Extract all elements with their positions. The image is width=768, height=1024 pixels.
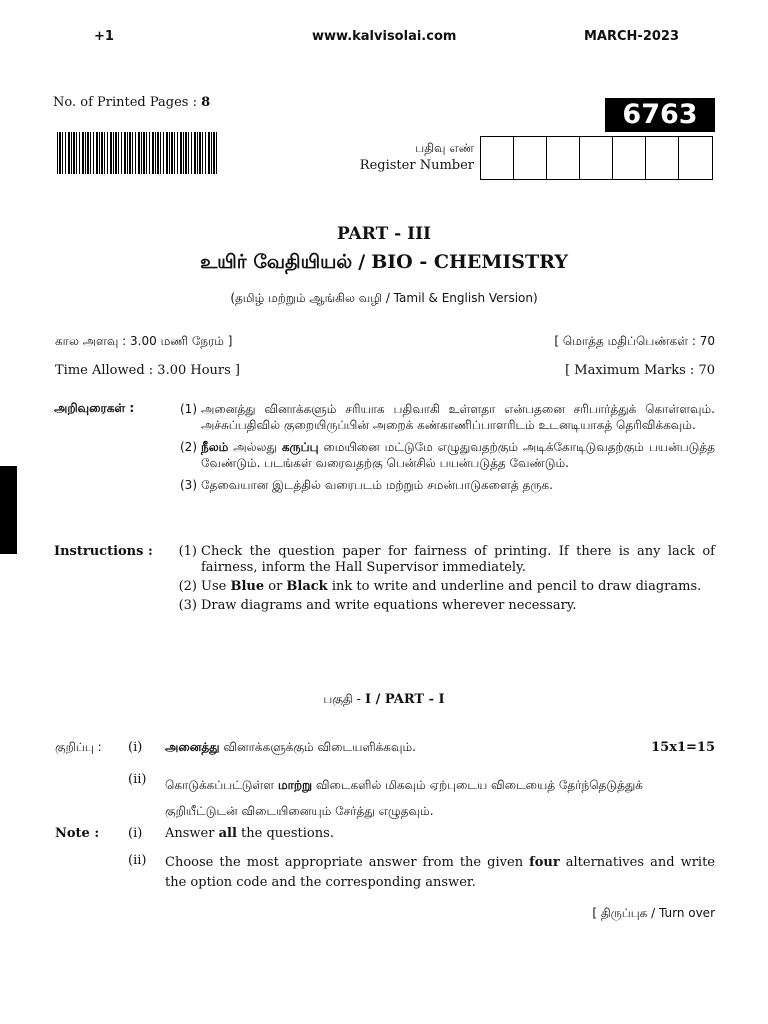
text: alternatives and write the option code and the corresponding answer. <box>165 855 715 890</box>
bold-text: அனைத்து <box>165 740 220 754</box>
section-heading-english: I / PART - I <box>365 692 445 707</box>
max-marks-tamil: [ மொத்த மதிப்பெண்கள் : 70 <box>554 334 715 348</box>
note-english-list <box>128 826 715 893</box>
list-item <box>160 544 715 576</box>
item-text <box>201 439 715 471</box>
instructions-tamil-label: அறிவுரைகள் : <box>54 401 135 415</box>
register-label <box>330 139 474 175</box>
list-item <box>128 853 715 893</box>
list-item <box>160 579 715 595</box>
text: ink to write and underline and pencil to draw diagrams. <box>327 579 702 594</box>
turn-over-note: [ திருப்புக / Turn over <box>592 906 715 920</box>
item-number: (ii) <box>128 853 147 868</box>
header-left: +1 <box>94 29 114 44</box>
item-text: Draw diagrams and write equations wherever necessary. <box>201 598 577 613</box>
item-number: (2) <box>180 440 197 454</box>
bold-text: Blue <box>230 579 265 594</box>
subject-title-english: BIO - CHEMISTRY <box>371 251 568 273</box>
register-cell[interactable] <box>514 137 547 179</box>
text: கொடுக்கப்பட்டுள்ள <box>165 778 278 792</box>
list-item <box>160 477 715 493</box>
text: மையினை மட்டுமே எழுதுவதற்கும் அடிக்கோடிடுவதற்கும் பயன்படுத்த வேண்டும். படங்கள் வரைவதற்கு பென்சில் பயன்படுத்த வேண்டும். <box>201 440 716 470</box>
question-code: 6763 <box>605 98 715 132</box>
register-cell[interactable] <box>580 137 613 179</box>
item-text: அனைத்து வினாக்களும் சரியாக பதிவாகி உள்ளதா என்பதனை சரிபார்த்துக் கொள்ளவும். அச்சுப்பதிவில் குறையிருப்பின் அறைக் கண்காணிப்பாளரிடம் உடனடியாகத் தெரிவிக்கவும். <box>201 402 715 432</box>
list-item <box>128 740 715 768</box>
bold-text: all <box>218 826 237 841</box>
max-marks-english: [ Maximum Marks : 70 <box>565 363 715 378</box>
instructions-tamil-list <box>160 401 715 493</box>
barcode-image <box>57 132 218 174</box>
item-number: (i) <box>128 826 143 841</box>
item-text <box>165 826 715 853</box>
subject-title <box>0 251 768 276</box>
item-text: தேவையான இடத்தில் வரைபடம் மற்றும் சமன்பாடுகளைத் தருக. <box>201 478 553 492</box>
item-text: Check the question paper for fairness of printing. If there is any lack of fairness, inform the Hall Supervisor immediately. <box>201 544 715 575</box>
time-allowed-english: Time Allowed : 3.00 Hours ] <box>55 363 241 378</box>
side-tab-marker <box>0 466 17 554</box>
item-text <box>165 772 715 824</box>
list-item <box>128 772 715 824</box>
subject-title-tamil: உயிர் வேதியியல் <box>200 251 353 273</box>
item-number: (i) <box>128 740 143 755</box>
item-number: (1) <box>180 402 197 416</box>
text: அல்லது <box>228 440 282 454</box>
time-allowed-tamil: கால அளவு : 3.00 மணி நேரம் ] <box>55 334 233 348</box>
item-number: (3) <box>180 478 197 492</box>
bold-text: மாற்று <box>277 778 313 792</box>
list-item <box>128 826 715 853</box>
item-text <box>165 740 651 768</box>
text: Answer <box>165 826 219 841</box>
printed-pages-value: 8 <box>201 95 211 110</box>
instructions-english-list <box>160 544 715 614</box>
list-item <box>160 598 715 614</box>
register-cell[interactable] <box>547 137 580 179</box>
text: or <box>264 579 287 594</box>
list-item <box>160 401 715 433</box>
header-website: www.kalvisolai.com <box>312 29 457 44</box>
text: Use <box>201 579 231 594</box>
text: Choose the most appropriate answer from the given <box>165 855 530 870</box>
bold-text: கருப்பு <box>281 440 319 454</box>
printed-pages-label: No. of Printed Pages : <box>53 95 197 110</box>
item-number: (2) <box>178 579 197 594</box>
register-label-tamil: பதிவு எண் <box>415 141 474 155</box>
section-heading <box>0 692 768 708</box>
register-cell[interactable] <box>481 137 514 179</box>
note-tamil-list <box>128 740 715 824</box>
marks-allocation: 15x1=15 <box>651 740 715 755</box>
register-cell[interactable] <box>613 137 646 179</box>
header-date: MARCH-2023 <box>584 29 680 44</box>
printed-pages <box>53 95 210 110</box>
item-text <box>201 579 715 595</box>
note-english-label: Note : <box>55 826 100 841</box>
section-heading-tamil: பகுதி - <box>323 692 361 706</box>
register-cell[interactable] <box>679 137 712 179</box>
text: விடைகளில் மிகவும் ஏற்புடைய விடையைத் தேர்ந்தெடுத்துக் குறியீட்டுடன் விடையினையும் சேர்த்து எழுதவும். <box>165 778 643 818</box>
register-number-grid[interactable] <box>480 136 713 180</box>
bold-text: Black <box>286 579 328 594</box>
note-tamil-label: குறிப்பு : <box>55 740 102 754</box>
bold-text: நீலம் <box>201 440 229 454</box>
text: வினாக்களுக்கும் விடையளிக்கவும். <box>219 740 416 754</box>
item-number: (3) <box>178 598 197 613</box>
register-label-english: Register Number <box>359 158 474 173</box>
part-heading: PART - III <box>337 224 431 244</box>
item-text <box>165 853 715 893</box>
bold-text: four <box>529 855 560 870</box>
instructions-english-label: Instructions : <box>54 544 153 559</box>
list-item <box>160 439 715 471</box>
item-number: (1) <box>178 544 197 559</box>
item-number: (ii) <box>128 772 147 787</box>
register-cell[interactable] <box>646 137 679 179</box>
version-note: (தமிழ் மற்றும் ஆங்கில வழி / Tamil & English Version) <box>230 291 538 305</box>
text: the questions. <box>236 826 334 841</box>
subject-title-sep: / <box>358 251 366 273</box>
